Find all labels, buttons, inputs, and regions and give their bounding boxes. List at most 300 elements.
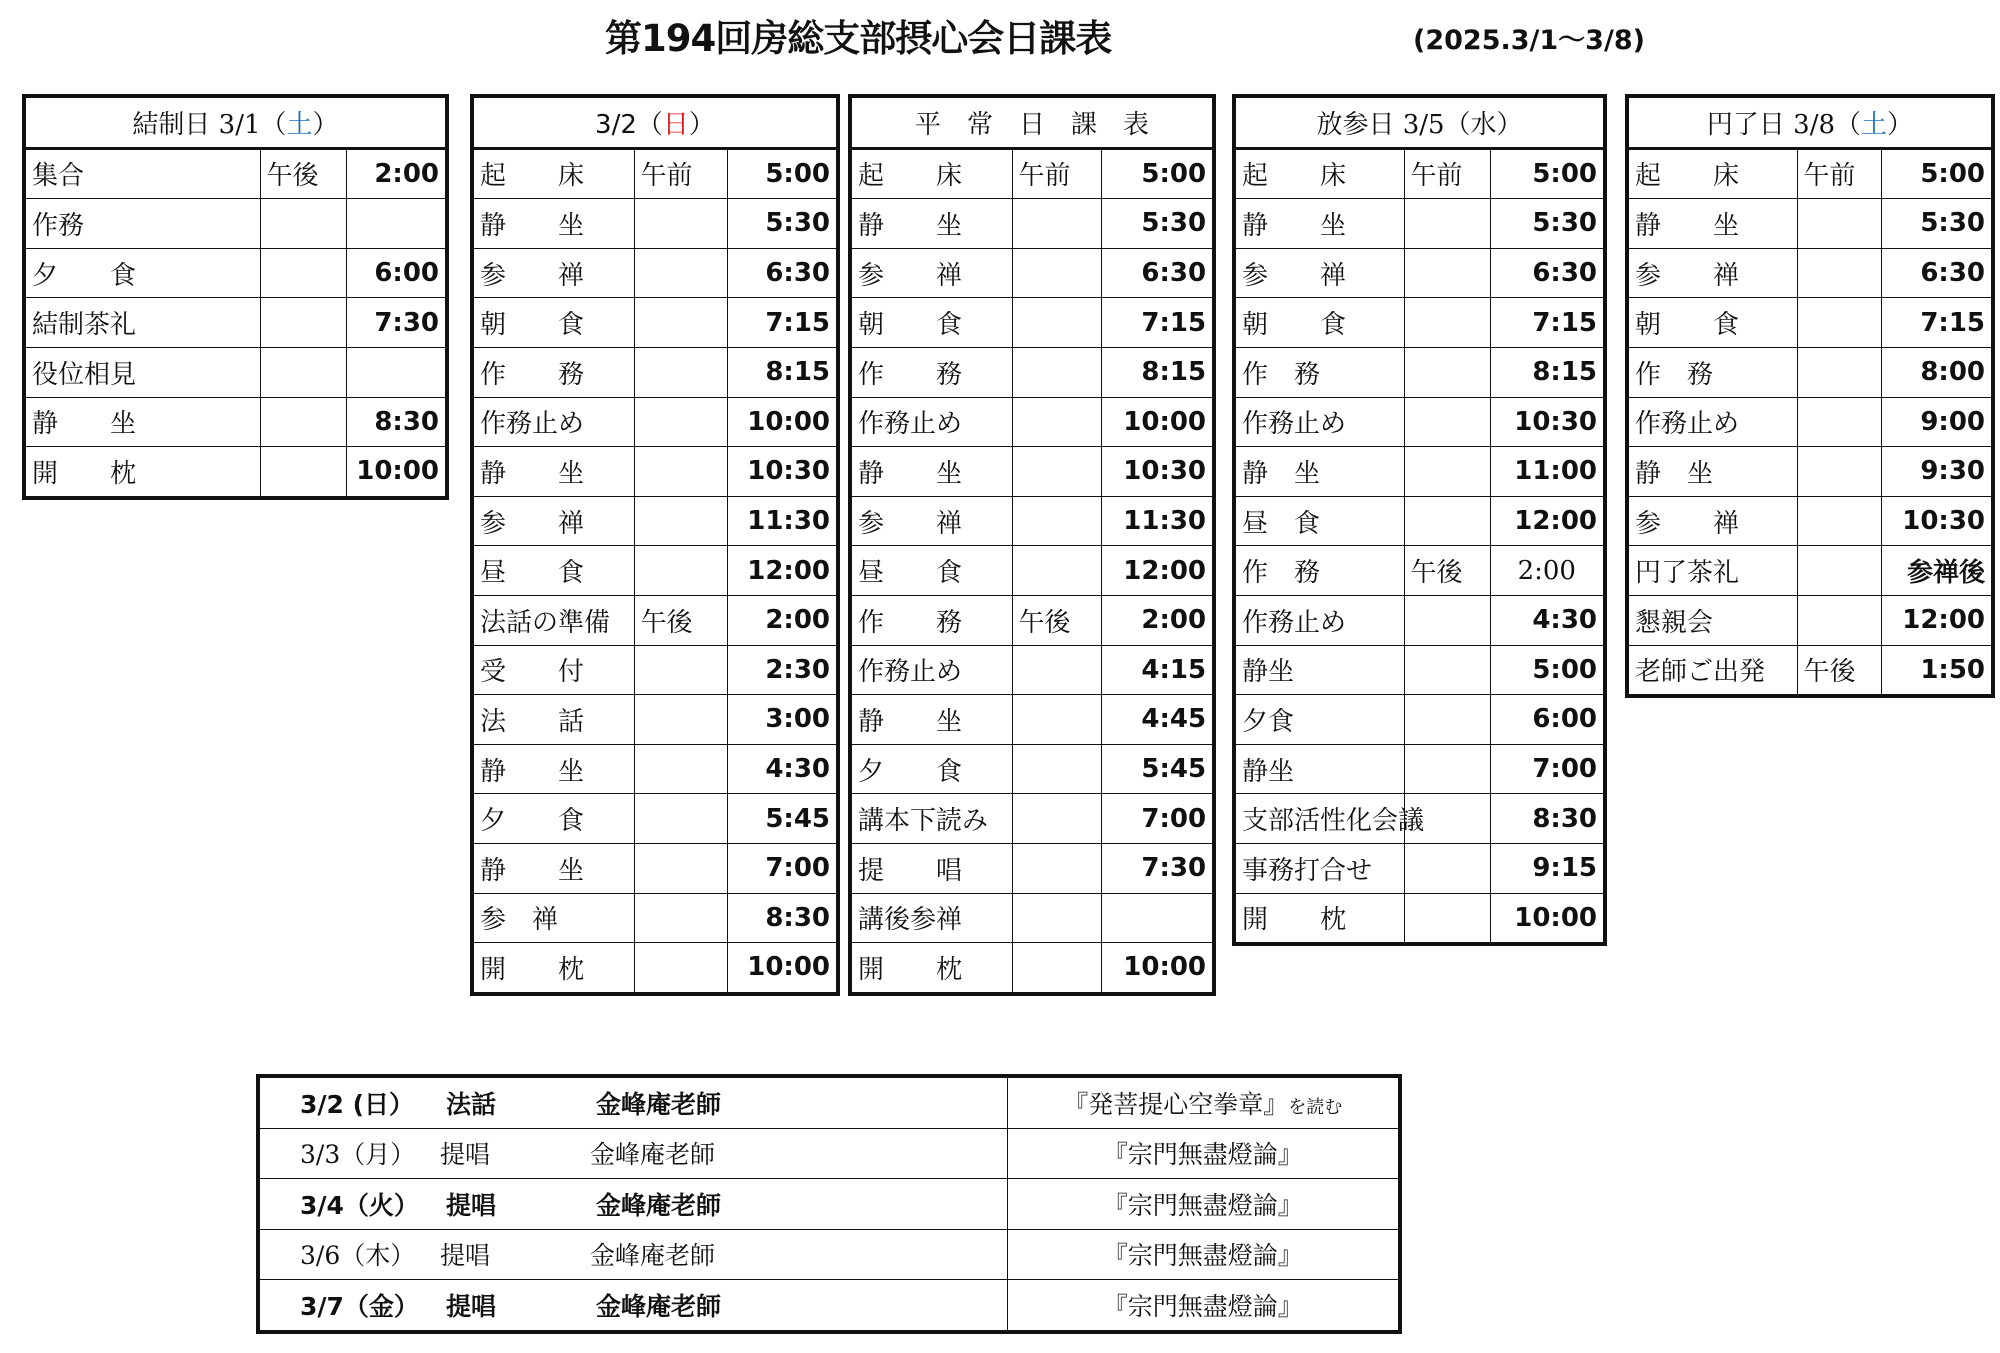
activity-name: 静 坐: [850, 695, 1012, 745]
schedule-row: [1234, 893, 1605, 944]
page-title: 第194回房総支部摂心会日課表: [605, 17, 1112, 60]
activity-time: 8:30: [727, 893, 838, 943]
activity-name: 事務打合せ: [1234, 843, 1404, 893]
activity-name: 朝 食: [472, 298, 634, 348]
activity-time: 5:45: [1101, 744, 1214, 794]
ampm-label: [1404, 397, 1490, 447]
weekday-label: 土: [1861, 109, 1888, 140]
ampm-label: [1404, 695, 1490, 745]
ampm-label: 午後: [1012, 595, 1101, 645]
ampm-label: [1797, 248, 1881, 298]
schedule-row: [24, 447, 447, 498]
schedule-row: [1234, 546, 1605, 596]
activity-time: 10:00: [1490, 893, 1605, 944]
ampm-label: [1012, 397, 1101, 447]
activity-time: 7:15: [727, 298, 838, 348]
ampm-label: [1012, 695, 1101, 745]
lecture-teacher: 金峰庵老師: [590, 1140, 716, 1170]
ampm-label: [1012, 546, 1101, 596]
ampm-label: [1012, 843, 1101, 893]
schedule-row: [472, 645, 838, 695]
schedule-row: [472, 893, 838, 943]
ampm-label: [260, 199, 346, 249]
lecture-row: [258, 1280, 1400, 1332]
schedule-row: [1234, 794, 1605, 844]
activity-name: 作 務: [1234, 347, 1404, 397]
activity-name: 法話の準備: [472, 595, 634, 645]
ampm-label: [1012, 447, 1101, 497]
ampm-label: [634, 943, 727, 994]
activity-name: 作務止め: [1234, 595, 1404, 645]
ampm-label: [1797, 546, 1881, 596]
activity-time: 6:00: [346, 248, 447, 298]
activity-time: 5:30: [1490, 199, 1605, 249]
schedule-period: (2025.3/1〜3/8): [1413, 25, 1645, 56]
activity-time: 4:30: [727, 744, 838, 794]
ampm-label: [634, 298, 727, 348]
ampm-label: [260, 347, 346, 397]
ampm-label: [634, 843, 727, 893]
schedule-row: [1234, 595, 1605, 645]
lecture-info: [258, 1128, 1007, 1179]
activity-name: 参 禅: [472, 893, 634, 943]
ampm-label: [634, 447, 727, 497]
activity-time: 9:30: [1881, 447, 1993, 497]
ampm-label: [634, 199, 727, 249]
ampm-label: [1012, 645, 1101, 695]
schedule-row: [24, 298, 447, 348]
activity-time: 5:30: [1881, 199, 1993, 249]
schedule-row: [1234, 744, 1605, 794]
ampm-label: [634, 496, 727, 546]
activity-name: 作務止め: [1234, 397, 1404, 447]
activity-time: 7:00: [727, 843, 838, 893]
ampm-label: [1797, 199, 1881, 249]
schedule-row: [472, 744, 838, 794]
schedule-row: [1234, 298, 1605, 348]
lecture-table: [256, 1074, 1402, 1334]
lecture-kind: 提唱: [440, 1241, 491, 1271]
ampm-label: [1012, 496, 1101, 546]
weekday-label: 日: [662, 109, 689, 140]
ampm-label: [1404, 595, 1490, 645]
activity-name: 静 坐: [1627, 199, 1797, 249]
schedule-row: [1234, 148, 1605, 199]
ampm-label: [1012, 744, 1101, 794]
activity-time: 3:00: [727, 695, 838, 745]
activity-time: 8:15: [1490, 347, 1605, 397]
ampm-label: [1797, 347, 1881, 397]
activity-time: 5:00: [1490, 148, 1605, 199]
lecture-teacher: 金峰庵老師: [596, 1291, 722, 1321]
schedule-row: [850, 843, 1214, 893]
activity-name: 静 坐: [1627, 447, 1797, 497]
schedule-row: [1234, 695, 1605, 745]
activity-name: 開 枕: [850, 943, 1012, 994]
activity-time: 10:30: [1881, 496, 1993, 546]
activity-name: 朝 食: [850, 298, 1012, 348]
activity-name: 静 坐: [1234, 199, 1404, 249]
schedule-row: [472, 794, 838, 844]
activity-time: 11:00: [1490, 447, 1605, 497]
ampm-label: [1404, 843, 1490, 893]
activity-name: 昼 食: [472, 546, 634, 596]
activity-name: 参 禅: [472, 248, 634, 298]
activity-name: 開 枕: [472, 943, 634, 994]
ampm-label: [1797, 447, 1881, 497]
table-heading: 放参日 3/5（水）: [1234, 96, 1605, 148]
ampm-label: [1012, 199, 1101, 249]
lecture-row: [258, 1179, 1400, 1230]
activity-name: 講本下読み: [850, 794, 1012, 844]
activity-time: 2:00: [1101, 595, 1214, 645]
ampm-label: [1404, 298, 1490, 348]
ampm-label: [1404, 496, 1490, 546]
schedule-row: [472, 148, 838, 199]
activity-time: 7:30: [1101, 843, 1214, 893]
activity-name: 作務止め: [1627, 397, 1797, 447]
activity-time: 7:15: [1881, 298, 1993, 348]
activity-name: 朝 食: [1234, 298, 1404, 348]
ampm-label: [634, 794, 727, 844]
schedule-row: [850, 794, 1214, 844]
activity-time: 2:30: [727, 645, 838, 695]
schedule-row: [850, 645, 1214, 695]
activity-time: 5:00: [1881, 148, 1993, 199]
activity-name: 懇親会: [1627, 595, 1797, 645]
lecture-book: [1007, 1280, 1400, 1332]
activity-time: 5:45: [727, 794, 838, 844]
ampm-label: 午前: [1797, 148, 1881, 199]
activity-time: 参禅後: [1881, 546, 1993, 596]
activity-time: 7:00: [1101, 794, 1214, 844]
ampm-label: [1404, 347, 1490, 397]
schedule-table-day8: [1625, 94, 1995, 698]
schedule-row: [472, 496, 838, 546]
ampm-label: [260, 447, 346, 498]
activity-name: 夕 食: [472, 794, 634, 844]
activity-time: 11:30: [727, 496, 838, 546]
schedule-row: [1627, 148, 1993, 199]
schedule-row: [1234, 347, 1605, 397]
lecture-row: [258, 1128, 1400, 1179]
lecture-date: 3/6（木）: [300, 1241, 416, 1271]
activity-name: 作 務: [472, 347, 634, 397]
lecture-kind: 提唱: [446, 1291, 497, 1321]
schedule-row: [24, 397, 447, 447]
activity-time: [346, 347, 447, 397]
activity-time: 10:00: [346, 447, 447, 498]
activity-name: 参 禅: [850, 248, 1012, 298]
schedule-row: [472, 347, 838, 397]
activity-time: 10:00: [727, 397, 838, 447]
ampm-label: 午前: [1012, 148, 1101, 199]
activity-name: 起 床: [850, 148, 1012, 199]
activity-time: 10:00: [727, 943, 838, 994]
schedule-row: [850, 546, 1214, 596]
schedule-row: [1627, 496, 1993, 546]
schedule-table-day1: [22, 94, 449, 500]
activity-time: 9:15: [1490, 843, 1605, 893]
lecture-info: [258, 1179, 1007, 1230]
activity-time: 12:00: [1881, 595, 1993, 645]
schedule-row: [1234, 397, 1605, 447]
schedule-row: [850, 298, 1214, 348]
schedule-row: [472, 298, 838, 348]
activity-time: 5:00: [1101, 148, 1214, 199]
ampm-label: [634, 695, 727, 745]
activity-time: 8:30: [1490, 794, 1605, 844]
activity-time: 6:30: [1490, 248, 1605, 298]
activity-name: 静 坐: [24, 397, 260, 447]
activity-time: [346, 199, 447, 249]
ampm-label: [1012, 794, 1101, 844]
ampm-label: 午後: [260, 148, 346, 199]
schedule-row: [1627, 199, 1993, 249]
schedule-row: [850, 496, 1214, 546]
ampm-label: 午後: [634, 595, 727, 645]
activity-name: 法 話: [472, 695, 634, 745]
activity-time: 12:00: [1490, 496, 1605, 546]
activity-time: 7:15: [1101, 298, 1214, 348]
activity-time: 12:00: [1101, 546, 1214, 596]
ampm-label: [634, 744, 727, 794]
activity-time: 10:30: [1490, 397, 1605, 447]
schedule-row: [850, 744, 1214, 794]
schedule-row: [850, 248, 1214, 298]
book-title: 『宗門無盡燈論』: [1102, 1190, 1303, 1220]
schedule-row: [1627, 595, 1993, 645]
schedule-row: [850, 397, 1214, 447]
schedule-row: [472, 843, 838, 893]
activity-name: 起 床: [1234, 148, 1404, 199]
lecture-kind: 提唱: [446, 1190, 497, 1220]
activity-time: 8:00: [1881, 347, 1993, 397]
lecture-row: [258, 1229, 1400, 1280]
ampm-label: [634, 248, 727, 298]
activity-time: [1101, 893, 1214, 943]
lecture-teacher: 金峰庵老師: [596, 1190, 722, 1220]
lecture-date: 3/7（金）: [300, 1291, 419, 1321]
activity-time: 2:00: [727, 595, 838, 645]
activity-time: 5:30: [727, 199, 838, 249]
lecture-book: [1007, 1229, 1400, 1280]
activity-time: 5:00: [727, 148, 838, 199]
activity-name: 静坐: [1234, 645, 1404, 695]
activity-time: 6:30: [1881, 248, 1993, 298]
activity-time: 10:30: [1101, 447, 1214, 497]
activity-name: 静坐: [1234, 744, 1404, 794]
ampm-label: [634, 645, 727, 695]
activity-name: 開 枕: [1234, 893, 1404, 944]
activity-name: 受 付: [472, 645, 634, 695]
activity-time: 11:30: [1101, 496, 1214, 546]
ampm-label: [1404, 893, 1490, 944]
schedule-row: [1627, 447, 1993, 497]
ampm-label: [1012, 298, 1101, 348]
activity-name: 静 坐: [850, 199, 1012, 249]
table-heading: 円了日 3/8（土）: [1627, 96, 1993, 148]
schedule-row: [850, 347, 1214, 397]
lecture-info: [258, 1280, 1007, 1332]
schedule-row: [850, 893, 1214, 943]
activity-name: 開 枕: [24, 447, 260, 498]
activity-name: 昼 食: [850, 546, 1012, 596]
schedule-row: [1627, 645, 1993, 696]
lecture-teacher: 金峰庵老師: [596, 1089, 722, 1119]
lecture-book: [1007, 1076, 1400, 1128]
ampm-label: [1797, 397, 1881, 447]
schedule-row: [850, 595, 1214, 645]
book-title: 『宗門無盡燈論』: [1102, 1291, 1303, 1321]
activity-time: 12:00: [727, 546, 838, 596]
activity-name: 講後参禅: [850, 893, 1012, 943]
ampm-label: [1012, 943, 1101, 994]
activity-name: 結制茶礼: [24, 298, 260, 348]
activity-time: 5:00: [1490, 645, 1605, 695]
activity-name: 作 務: [850, 595, 1012, 645]
book-title: 『宗門無盡燈論』: [1102, 1241, 1303, 1271]
schedule-row: [850, 199, 1214, 249]
activity-time: 8:15: [1101, 347, 1214, 397]
schedule-row: [472, 943, 838, 994]
ampm-label: [1012, 347, 1101, 397]
activity-time: 7:15: [1490, 298, 1605, 348]
schedule-table-regular: [848, 94, 1216, 996]
schedule-row: [472, 248, 838, 298]
lecture-date: 3/2 (日）: [300, 1089, 415, 1119]
activity-name: 参 禅: [1627, 496, 1797, 546]
ampm-label: [1797, 595, 1881, 645]
activity-name: 静 坐: [472, 199, 634, 249]
activity-name: 静 坐: [472, 744, 634, 794]
schedule-row: [1234, 843, 1605, 893]
lecture-kind: 法話: [446, 1089, 497, 1119]
activity-name: 夕食: [1234, 695, 1404, 745]
book-title: 『発菩提心空拳章』: [1063, 1089, 1289, 1119]
activity-time: 8:15: [727, 347, 838, 397]
activity-time: 6:30: [1101, 248, 1214, 298]
activity-time: 1:50: [1881, 645, 1993, 696]
schedule-row: [1234, 645, 1605, 695]
ampm-label: [1404, 199, 1490, 249]
ampm-label: [1012, 248, 1101, 298]
schedule-row: [1627, 397, 1993, 447]
schedule-row: [472, 695, 838, 745]
lecture-date: 3/4（火）: [300, 1190, 419, 1220]
activity-name: 参 禅: [850, 496, 1012, 546]
activity-time: 6:00: [1490, 695, 1605, 745]
activity-time: 2:00: [346, 148, 447, 199]
activity-name: 作務止め: [850, 645, 1012, 695]
schedule-row: [850, 695, 1214, 745]
activity-time: 10:30: [727, 447, 838, 497]
activity-name: 静 坐: [472, 447, 634, 497]
activity-name: 作 務: [850, 347, 1012, 397]
table-heading: 3/2（日）: [472, 96, 838, 148]
ampm-label: [634, 347, 727, 397]
lecture-kind: 提唱: [440, 1140, 491, 1170]
ampm-label: [1797, 298, 1881, 348]
activity-time: 5:30: [1101, 199, 1214, 249]
activity-name: 提 唱: [850, 843, 1012, 893]
activity-name: 静 坐: [850, 447, 1012, 497]
schedule-row: [850, 447, 1214, 497]
book-title-suffix: を読む: [1288, 1096, 1343, 1118]
schedule-row: [24, 248, 447, 298]
activity-time: 2:00: [1490, 546, 1605, 596]
schedule-row: [472, 447, 838, 497]
schedule-row: [1234, 447, 1605, 497]
activity-name: 参 禅: [1234, 248, 1404, 298]
ampm-label: 午前: [634, 148, 727, 199]
activity-name: 作 務: [1627, 347, 1797, 397]
schedule-row: [1627, 298, 1993, 348]
activity-name: 老師ご出発: [1627, 645, 1797, 696]
ampm-label: 午後: [1797, 645, 1881, 696]
activity-time: 10:00: [1101, 397, 1214, 447]
lecture-info: [258, 1229, 1007, 1280]
activity-name: 昼 食: [1234, 496, 1404, 546]
ampm-label: [260, 248, 346, 298]
schedule-row: [472, 595, 838, 645]
schedule-row: [1234, 496, 1605, 546]
ampm-label: [260, 397, 346, 447]
activity-name: 静 坐: [472, 843, 634, 893]
lecture-teacher: 金峰庵老師: [590, 1241, 716, 1271]
ampm-label: [1797, 496, 1881, 546]
activity-name: 集合: [24, 148, 260, 199]
ampm-label: [1404, 447, 1490, 497]
schedule-row: [1627, 546, 1993, 596]
activity-time: 6:30: [727, 248, 838, 298]
activity-name: 作務: [24, 199, 260, 249]
activity-name: 夕 食: [24, 248, 260, 298]
schedule-row: [24, 199, 447, 249]
activity-time: 4:45: [1101, 695, 1214, 745]
schedule-row: [472, 397, 838, 447]
lecture-date: 3/3（月）: [300, 1140, 416, 1170]
activity-time: 4:30: [1490, 595, 1605, 645]
schedule-row: [472, 199, 838, 249]
schedule-row: [24, 148, 447, 199]
ampm-label: [634, 893, 727, 943]
activity-time: 4:15: [1101, 645, 1214, 695]
ampm-label: [634, 397, 727, 447]
schedule-table-day2: [470, 94, 840, 996]
activity-name: 静 坐: [1234, 447, 1404, 497]
activity-name: 参 禅: [472, 496, 634, 546]
ampm-label: [1404, 744, 1490, 794]
activity-time: 7:30: [346, 298, 447, 348]
activity-name: 役位相見: [24, 347, 260, 397]
weekday-label: 土: [286, 109, 313, 140]
activity-time: 9:00: [1881, 397, 1993, 447]
ampm-label: [1404, 645, 1490, 695]
lecture-info: [258, 1076, 1007, 1128]
activity-time: 7:00: [1490, 744, 1605, 794]
ampm-label: [1404, 248, 1490, 298]
activity-name: 作務止め: [850, 397, 1012, 447]
schedule-row: [24, 347, 447, 397]
book-title: 『宗門無盡燈論』: [1102, 1140, 1303, 1170]
ampm-label: 午後: [1404, 546, 1490, 596]
activity-time: 8:30: [346, 397, 447, 447]
ampm-label: [634, 546, 727, 596]
activity-name: 起 床: [1627, 148, 1797, 199]
table-heading: 結制日 3/1（土）: [24, 96, 447, 148]
schedule-row: [1234, 199, 1605, 249]
